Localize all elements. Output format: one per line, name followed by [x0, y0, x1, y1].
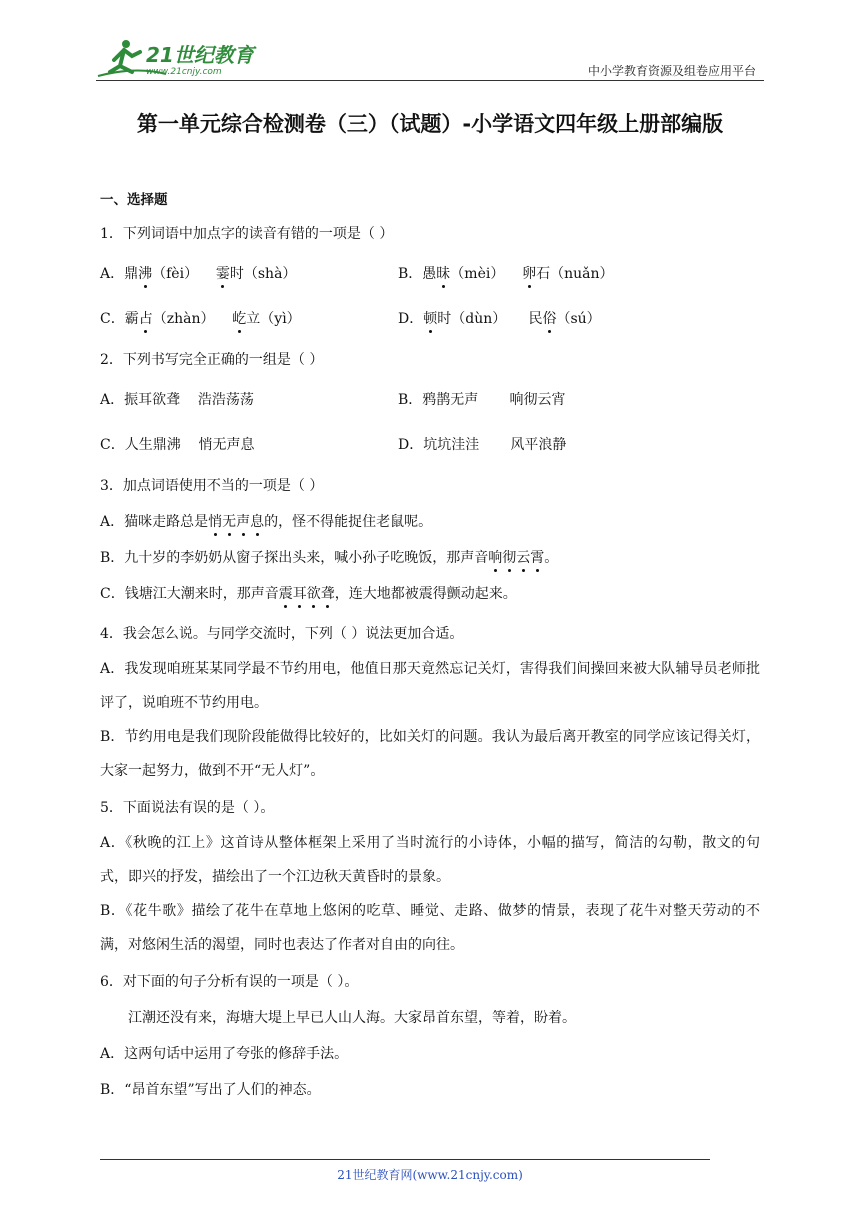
q5-option-a[interactable]: A．《秋晚的江上》这首诗从整体框架上采用了当时流行的小诗体，小幅的描写，简洁的勾勒，散文的句式，即兴的抒发，描绘出了一个江边秋天黄昏时的景象。: [100, 835, 760, 885]
footer-divider: [100, 1159, 710, 1160]
header-divider: [96, 80, 764, 81]
q1-option-c[interactable]: C．霸占（zhàn） 屹立（yì）: [100, 311, 301, 327]
q2-option-b[interactable]: B．鸦鹊无声 响彻云宵: [398, 392, 566, 408]
q1-stem: 1．下列词语中加点字的读音有错的一项是（ ）: [100, 226, 394, 242]
q5-stem: 5．下面说法有误的是（ ）。: [100, 800, 275, 816]
footer-link[interactable]: 21世纪教育网(www.21cnjy.com): [337, 1168, 523, 1182]
q3-stem: 3．加点词语使用不当的一项是（ ）: [100, 478, 324, 494]
q3-option-a[interactable]: A．猫咪走路总是悄无声息的，怪不得能捉住老鼠呢。: [100, 514, 433, 530]
q1-options-cd: [100, 297, 760, 342]
q6-stem: 6．对下面的句子分析有误的一项是（ ）。: [100, 974, 359, 990]
q4-stem: 4．我会怎么说。与同学交流时，下列（ ）说法更加合适。: [100, 626, 464, 642]
q6-option-a[interactable]: A．这两句话中运用了夸张的修辞手法。: [100, 1046, 349, 1062]
q1-options-ab: [100, 252, 760, 297]
q4-option-a[interactable]: A．我发现咱班某某同学最不节约用电，他值日那天竟然忘记关灯，害得我们间操回来被大队辅导员老师批评了，说咱班不节约用电。: [100, 661, 760, 711]
logo-url-text: www.21cnjy.com: [146, 67, 222, 77]
q1-option-a[interactable]: A．鼎沸（fèi） 霎时（shà）: [100, 266, 297, 282]
q2-option-a[interactable]: A．振耳欲聋 浩浩荡荡: [100, 392, 254, 408]
platform-name: 中小学教育资源及组卷应用平台: [587, 64, 756, 78]
site-logo: [96, 36, 266, 80]
q2-stem: 2．下列书写完全正确的一组是（ ）: [100, 352, 324, 368]
q6-option-b[interactable]: B．“昂首东望”写出了人们的神态。: [100, 1082, 321, 1098]
q1-option-b[interactable]: B．愚昧（mèi） 卵石（nuǎn）: [398, 266, 614, 282]
q2-options-cd: [100, 423, 760, 468]
page-title: 第一单元综合检测卷（三）（试题）-小学语文四年级上册部编版: [136, 112, 724, 136]
section-heading: 一、选择题: [100, 192, 168, 208]
question-content: [100, 188, 760, 1108]
q5-option-b[interactable]: B．《花牛歌》描绘了花牛在草地上悠闲的吃草、睡觉、走路、做梦的情景，表现了花牛对整天劳动的不满，对悠闲生活的渴望，同时也表达了作者对自由的向往。: [100, 903, 760, 953]
q3-option-b[interactable]: B．九十岁的李奶奶从窗子探出头来，喊小孙子吃晚饭，那声音响彻云霄。: [100, 550, 559, 566]
q1-option-d[interactable]: D．顿时（dùn） 民俗（sú）: [398, 311, 601, 327]
q2-options-ab: [100, 378, 760, 423]
logo-main-text: 21世纪教育: [146, 43, 254, 67]
q2-option-d[interactable]: D．坑坑洼洼 风平浪静: [398, 437, 567, 453]
q3-option-c[interactable]: C．钱塘江大潮来时，那声音震耳欲聋，连大地都被震得颤动起来。: [100, 586, 517, 602]
q4-option-b[interactable]: B．节约用电是我们现阶段能做得比较好的，比如关灯的问题。我认为最后离开教室的同学应该记得关灯，大家一起努力，做到不开“无人灯”。: [100, 729, 760, 779]
q2-option-c[interactable]: C．人生鼎沸 悄无声息: [100, 437, 255, 453]
q6-passage: 江潮还没有来，海塘大堤上早已人山人海。大家昂首东望，等着，盼着。: [128, 1010, 576, 1026]
